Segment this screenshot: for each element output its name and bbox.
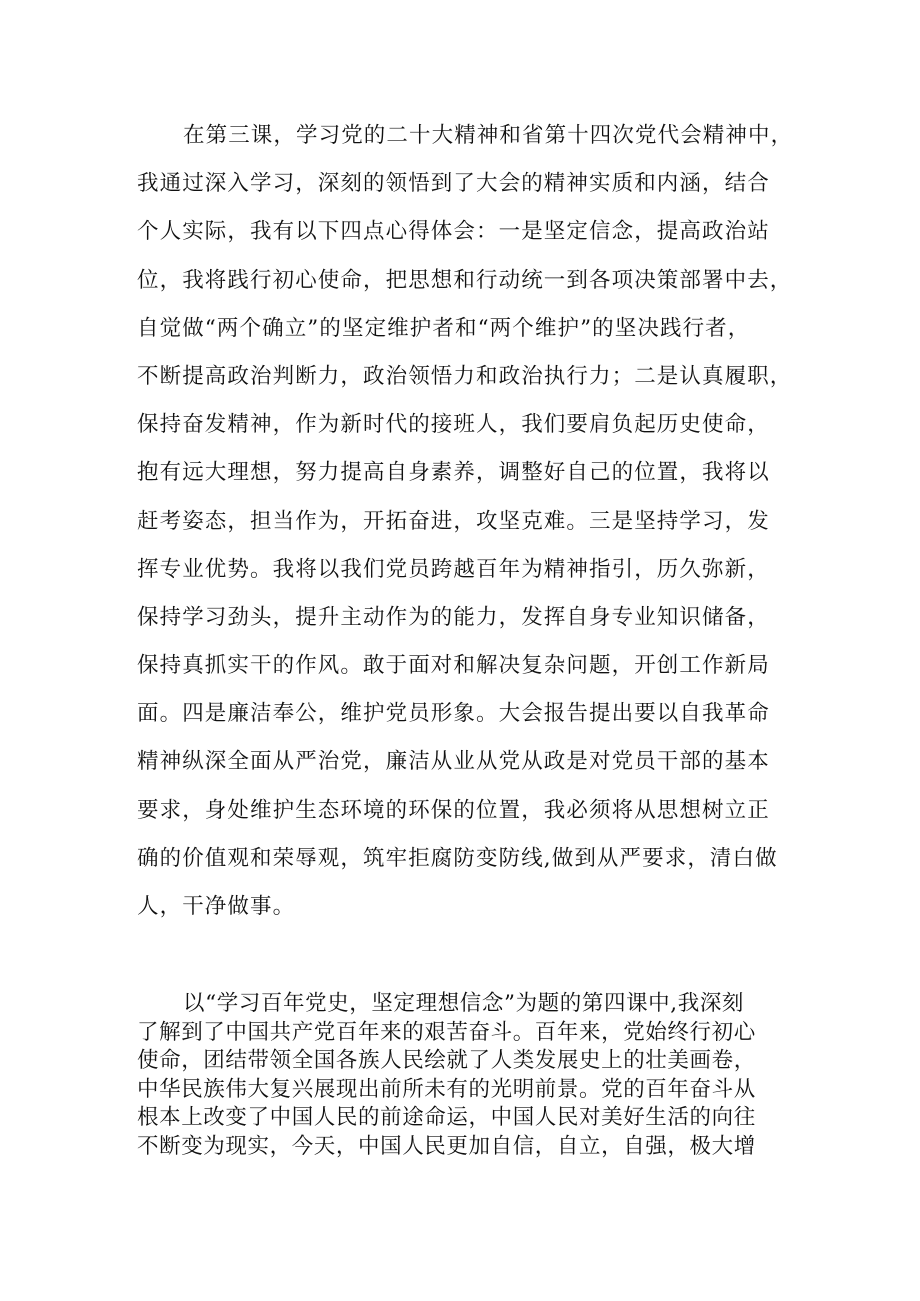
text-line: 中华民族伟大复兴展现出前所未有的光明前景。党的百年奋斗从: [137, 1076, 756, 1102]
text-line: 要求，身处维护生态环境的环保的位置，我必须将从思想树立正: [137, 797, 770, 823]
text-line: 精神纵深全面从严治党，廉洁从业从党从政是对党员干部的基本: [137, 749, 770, 775]
text-line: 保持奋发精神，作为新时代的接班人，我们要肩负起历史使命，: [137, 412, 770, 438]
text-line: 我通过深入学习，深刻的领悟到了大会的精神实质和内涵，结合: [137, 171, 770, 197]
text-line: 自觉做“两个确立”的坚定维护者和“两个维护”的坚决践行者，: [137, 315, 751, 341]
text-line: 根本上改变了中国人民的前途命运，中国人民对美好生活的向往: [137, 1105, 756, 1131]
text-line: 了解到了中国共产党百年来的艰苦奋斗。百年来，党始终行初心: [137, 1019, 756, 1045]
text-line: 确的价值观和荣辱观，筑牢拒腐防变防线,做到从严要求，清白做: [137, 845, 778, 871]
text-line: 使命，团结带领全国各族人民绘就了人类发展史上的壮美画卷，: [137, 1048, 756, 1074]
text-line: 在第三课，学习党的二十大精神和省第十四次党代会精神中，: [183, 123, 794, 148]
text-line: 保持真抓实干的作风。敢于面对和解决复杂问题，开创工作新局: [137, 653, 770, 679]
text-line: 挥专业优势。我将以我们党员跨越百年为精神指引，历久弥新，: [137, 556, 770, 582]
text-line: 个人实际，我有以下四点心得体会：一是坚定信念，提高政治站: [137, 219, 770, 245]
text-line: 赶考姿态，担当作为，开拓奋进，攻坚克难。三是坚持学习，发: [137, 508, 770, 534]
text-line: 面。四是廉洁奉公，维护党员形象。大会报告提出要以自我革命: [137, 701, 770, 727]
text-line: 以“学习百年党史，坚定理想信念”为题的第四课中,我深刻: [183, 991, 745, 1016]
text-line: 不断提高政治判断力，政治领悟力和政治执行力；二是认真履职，: [137, 363, 793, 389]
text-line: 抱有远大理想，努力提高自身素养，调整好自己的位置，我将以: [137, 460, 770, 486]
text-line: 人，干净做事。: [137, 894, 296, 919]
paragraph-course-three: [137, 112, 797, 931]
paragraph-course-four: [137, 990, 797, 1162]
text-line: 保持学习劲头，提升主动作为的能力，发挥自身专业知识储备，: [137, 604, 770, 630]
text-line: 不断变为现实，今天，中国人民更加自信，自立，自强，极大增: [137, 1133, 756, 1159]
text-line: 位，我将践行初心使命，把思想和行动统一到各项决策部署中去，: [137, 267, 793, 293]
